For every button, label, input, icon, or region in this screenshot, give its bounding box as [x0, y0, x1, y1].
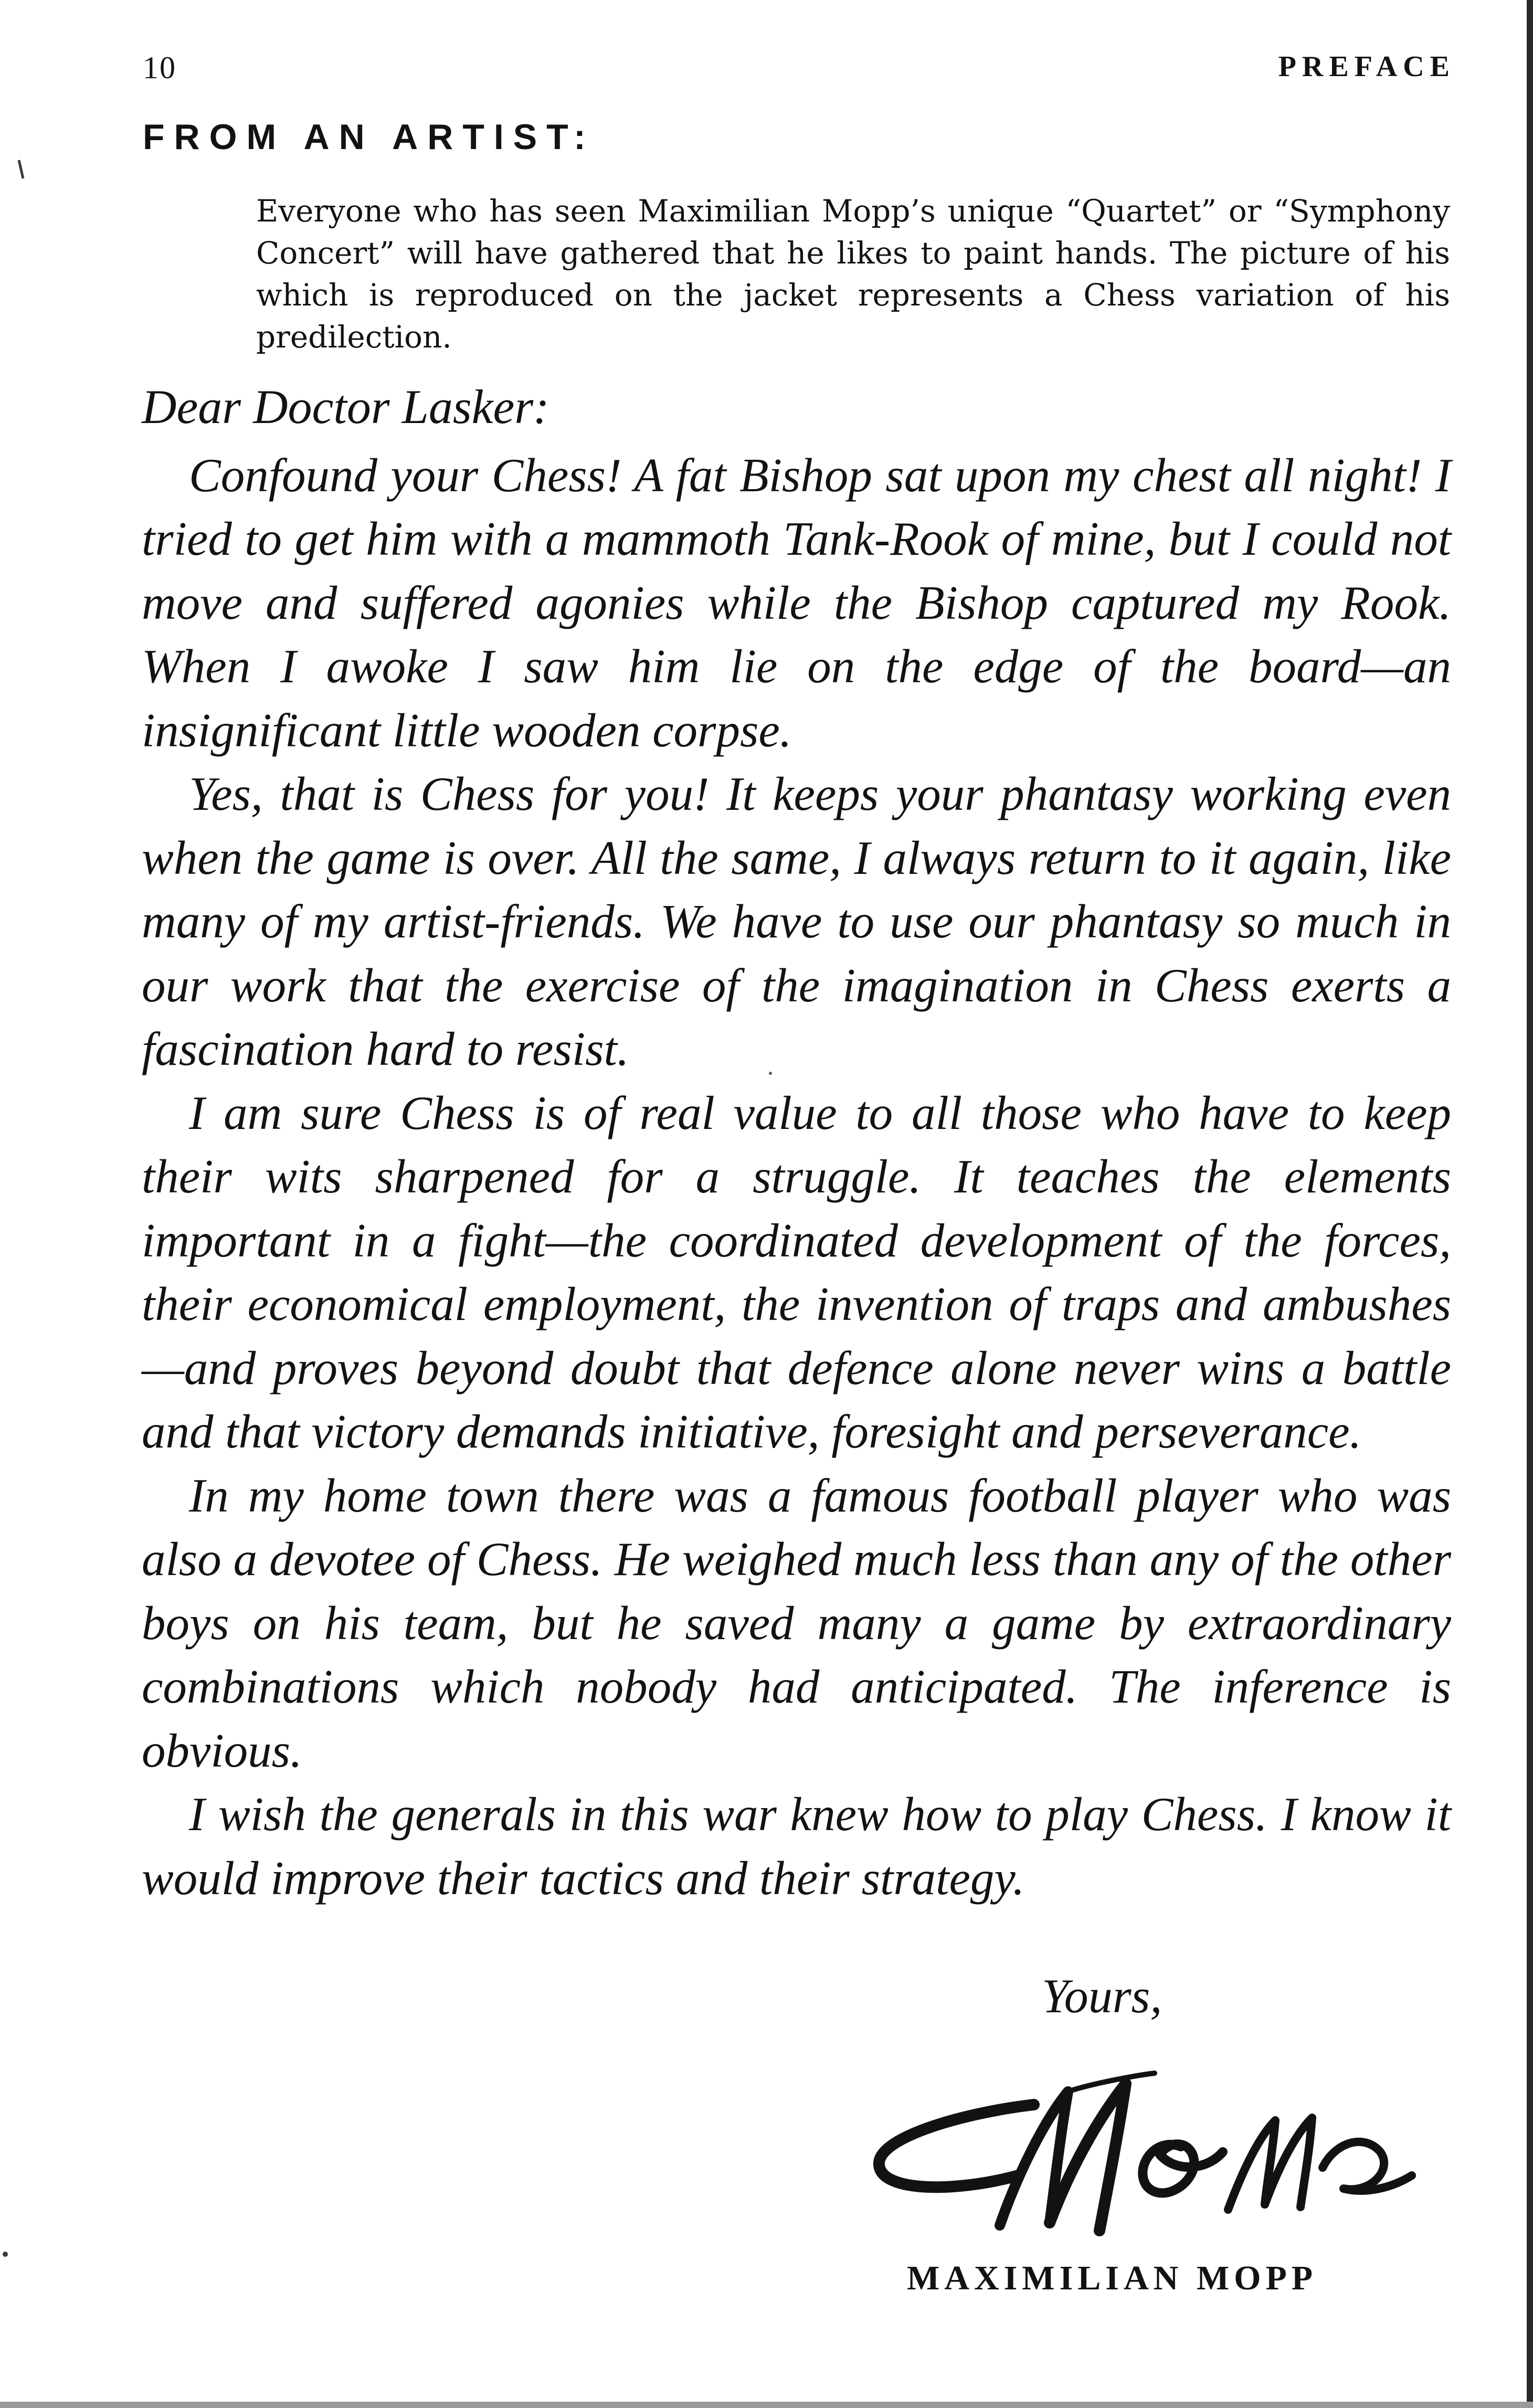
letter-paragraph: I wish the generals in this war knew how to play Chess. I know it would improve their tactics and their strategy. — [142, 1788, 1451, 1905]
salutation: Dear Doctor Lasker: — [142, 380, 549, 434]
letter-paragraph: Yes, that is Chess for you! It keeps your phantasy working even when the game is over. All the same, I always return to it again, like many of my artist-friends. We have to use our phantasy so much in our work that the exercise of the imagination in Chess exerts a fascination hard to resist. — [142, 767, 1451, 1075]
page-number: 10 — [143, 50, 176, 85]
signer-name: MAXIMILIAN MOPP — [907, 2259, 1318, 2297]
running-head: PREFACE — [1278, 50, 1455, 83]
letter-closing: Yours, — [1042, 1969, 1162, 2023]
intro-note: Everyone who has seen Maximilian Mopp’s unique “Quartet” or “Symphony Concert” will have gathered that he likes to paint hands. The picture of his which is reproduced on the jacket represents a Chess variation of his predilection. — [256, 193, 1450, 355]
section-heading: FROM AN ARTIST: — [143, 117, 595, 157]
letter-paragraph: Confound your Chess! A fat Bishop sat upon my chest all night! I tried to get him with a mammoth Tank-Rook of mine, but I could not move and suffered agonies while the Bishop captured my Rook. When I awoke I saw him lie on the edge of the board—an insignificant little wooden corpse. — [142, 448, 1451, 757]
letter-paragraph: In my home town there was a famous football player who was also a devotee of Chess. He weighed much less than any of the other boys on his team, but he saved many a game by extraordinary combinations which nobody had anticipated. The inference is obvious. — [142, 1469, 1451, 1777]
letter-paragraph: I am sure Chess is of real value to all those who have to keep their wits sharpened for a struggle. It teaches the elements important in a fight—the coordinated development of the forces, their economical employment, the invention of traps and ambushes—and proves beyond doubt that defence alone never wins a battle and that victory demands initiative, foresight and perseverance. — [142, 1086, 1451, 1458]
